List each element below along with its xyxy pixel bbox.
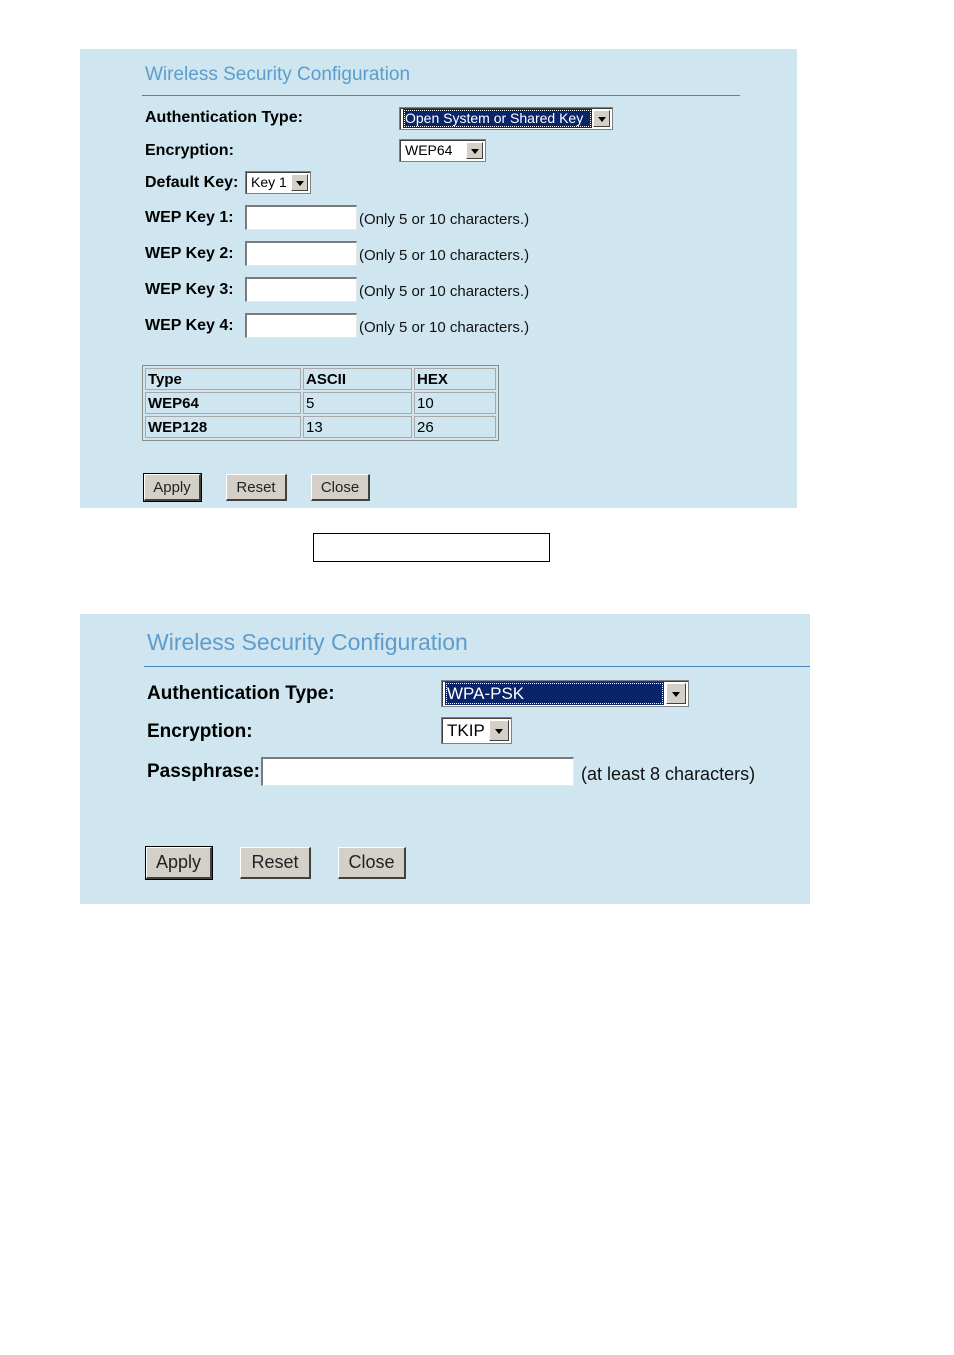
wep-key-3-label: WEP Key 3: [145, 281, 234, 298]
auth-type-label: Authentication Type: [145, 109, 303, 126]
auth-type-value: Open System or Shared Key [403, 109, 592, 128]
table-cell: WEP128 [145, 416, 301, 438]
wep-key-2-input[interactable] [245, 241, 357, 266]
encryption-value: TKIP [447, 721, 485, 740]
wep-key-3-input[interactable] [245, 277, 357, 302]
table-row [145, 392, 496, 414]
encryption-select[interactable] [399, 139, 486, 162]
wep-key-3-note: (Only 5 or 10 characters.) [359, 283, 530, 300]
table-cell: 13 [303, 416, 412, 438]
table-header-cell: HEX [414, 368, 496, 390]
chevron-down-icon[interactable] [291, 174, 308, 191]
wep-key-4-note: (Only 5 or 10 characters.) [359, 319, 530, 336]
encryption-select[interactable] [441, 717, 512, 744]
table-header-cell: Type [145, 368, 301, 390]
reset-button[interactable]: Reset [226, 474, 287, 501]
auth-type-select[interactable] [441, 680, 689, 707]
table-cell: WEP64 [145, 392, 301, 414]
auth-type-select[interactable] [399, 107, 613, 130]
wep-key-1-label: WEP Key 1: [145, 209, 234, 226]
panel-title: Wireless Security Configuration [147, 629, 468, 655]
chevron-down-icon[interactable] [489, 720, 509, 741]
panel-title: Wireless Security Configuration [145, 64, 411, 85]
chevron-down-icon[interactable] [666, 683, 686, 704]
table-cell: 5 [303, 392, 412, 414]
chevron-down-icon[interactable] [466, 142, 483, 159]
default-key-value: Key 1 [251, 174, 287, 190]
auth-type-label: Authentication Type: [147, 683, 335, 704]
auth-type-value: WPA-PSK [445, 682, 664, 705]
wep-security-panel [80, 49, 797, 508]
close-button[interactable]: Close [311, 474, 370, 501]
table-header-cell: ASCII [303, 368, 412, 390]
table-row [145, 416, 496, 438]
encryption-label: Encryption: [145, 142, 234, 159]
wep-key-4-input[interactable] [245, 313, 357, 338]
wep-key-1-input[interactable] [245, 205, 357, 230]
wep-key-2-label: WEP Key 2: [145, 245, 234, 262]
table-cell: 26 [414, 416, 496, 438]
encryption-value: WEP64 [405, 142, 453, 158]
reset-button[interactable]: Reset [240, 847, 311, 879]
wep-key-2-note: (Only 5 or 10 characters.) [359, 247, 530, 264]
table-header-row [145, 368, 496, 390]
close-button[interactable]: Close [338, 847, 406, 879]
default-key-label: Default Key: [145, 174, 239, 191]
default-key-select[interactable] [245, 171, 311, 194]
passphrase-note: (at least 8 characters) [581, 764, 756, 784]
title-divider [142, 95, 740, 96]
encryption-label: Encryption: [147, 721, 253, 742]
key-length-table [142, 365, 499, 441]
caption-frame [313, 533, 550, 562]
apply-button[interactable]: Apply [144, 474, 201, 501]
table-cell: 10 [414, 392, 496, 414]
wpa-security-panel [80, 614, 810, 904]
wep-key-4-label: WEP Key 4: [145, 317, 234, 334]
passphrase-input[interactable] [261, 757, 574, 786]
title-divider [144, 666, 810, 667]
wep-key-1-note: (Only 5 or 10 characters.) [359, 211, 530, 228]
chevron-down-icon[interactable] [593, 110, 610, 127]
passphrase-label: Passphrase: [147, 761, 261, 782]
apply-button[interactable]: Apply [146, 847, 212, 879]
